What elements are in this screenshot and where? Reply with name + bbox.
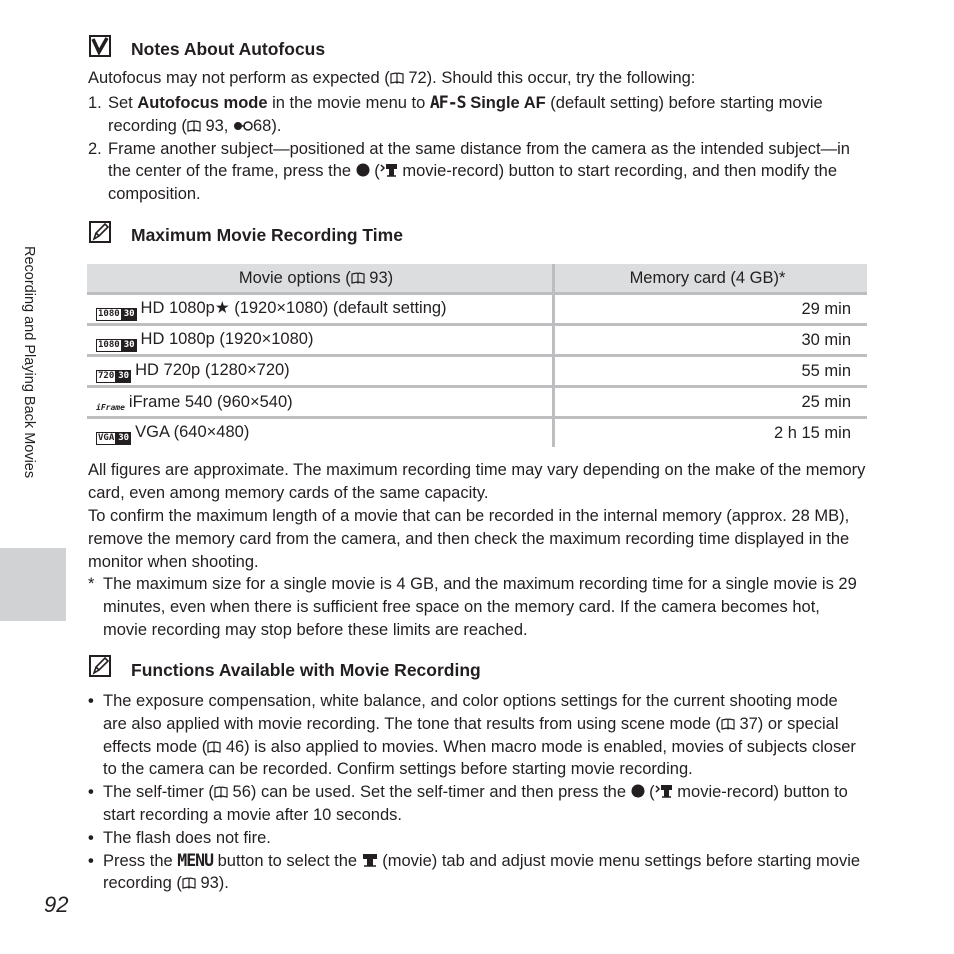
movie-1080p-icon: 1080 30 [98, 309, 135, 319]
page-number: 92 [44, 892, 69, 917]
max-time-title: Maximum Movie Recording Time [131, 225, 403, 245]
recording-time-value: 2 h 15 min [773, 423, 851, 442]
list-item: • The self-timer ( 56) can be used. Set the self-timer and then press the ( movie-record) button to start recording a movie after 10 seconds. [88, 783, 848, 824]
table-row [87, 326, 867, 357]
book-reference-icon [182, 877, 196, 889]
list-item: • The exposure compensation, white balance, and color options settings for the current shooting mode are also applied with movie recording. The tone that results from using scene mode ( 37) or special effects mode ( 46) is also applied to movies. When macro mode is enabled, movies of subjects closer to the camera can be recorded. Confirm settings before starting movie recording. [88, 692, 856, 779]
table-row [87, 295, 867, 326]
movie-tab-icon [362, 853, 378, 867]
book-reference-icon [187, 120, 201, 132]
notes-autofocus-title: Notes About Autofocus [131, 39, 326, 59]
book-reference-icon [390, 72, 404, 84]
footnote-text: The maximum size for a single movie is 4 GB, and the maximum recording time for a single movie is 29 minutes, even when there is sufficient free space on the memory card. If the camera becomes hot, movie recording may stop before these limits are reached. [103, 575, 857, 639]
movie-720p-icon: 720 30 [98, 371, 130, 381]
section-label: Recording and Playing Back Movies [21, 246, 37, 479]
recording-time-value: 29 min [555, 295, 867, 326]
list-item: • Press the MENU button to select the (movie) tab and adjust movie menu settings before starting movie recording ( 93). [88, 850, 861, 893]
functions-list [88, 690, 866, 895]
autofocus-step: 2. Frame another subject—positioned at the same distance from the camera as the intended subject—in the center of the frame, press the ( movie-record) button to start recording, and then modify the composition. [88, 139, 850, 204]
footnote-mark: * [88, 575, 95, 593]
approximate-note: All figures are approximate. The maximum recording time may vary depending on the make of the memory card, even among memory cards of the same capacity. [88, 461, 866, 502]
table-header-row [87, 264, 867, 295]
record-button-icon [631, 784, 645, 798]
note-pencil-icon [89, 221, 111, 243]
movie-1080p-icon: 1080 30 [98, 340, 135, 350]
note-pencil-icon [89, 655, 111, 677]
autofocus-step: 1. Set Autofocus mode in the movie menu to AF-S Single AF (default setting) before starting movie recording ( 93, 68). [88, 93, 823, 135]
autofocus-intro: Autofocus may not perform as expected ( 72). Should this occur, try the following: [88, 69, 696, 87]
movie-options-header: Movie options ( 93) [87, 264, 555, 295]
recording-time-value: 25 min [555, 388, 867, 419]
movie-option-label: HD 720p (1280×720) [135, 361, 290, 379]
internal-memory-note: To confirm the maximum length of a movie that can be recorded in the internal memory (approx. 28 MB), remove the memory card from the camera, and then check the maximum recording time displayed in the monitor when shooting. [88, 507, 850, 571]
book-reference-icon [214, 786, 228, 798]
menu-button-icon: MENU [177, 850, 214, 870]
table-row [87, 388, 867, 419]
movie-option-label: VGA (640×480) [135, 423, 250, 441]
reference-section-icon [233, 121, 253, 131]
record-button-icon [356, 163, 370, 177]
movie-record-icon [655, 784, 673, 798]
movie-option-label: HD 1080p (1920×1080) [140, 330, 314, 348]
list-item: • The flash does not fire. [88, 828, 271, 847]
movie-vga-icon: VGA 30 [98, 433, 130, 443]
functions-title: Functions Available with Movie Recording [131, 660, 481, 680]
autofocus-steps [88, 92, 866, 206]
section-tab [0, 548, 66, 621]
memory-card-header: Memory card (4 GB)* [555, 264, 867, 295]
caution-check-icon [89, 35, 111, 57]
table-row [87, 419, 867, 447]
af-s-icon: AF-S [429, 93, 466, 112]
book-reference-icon [721, 718, 735, 730]
recording-time-value: 55 min [555, 357, 867, 388]
recording-time-value: 30 min [555, 326, 867, 357]
table-row [87, 357, 867, 388]
movie-option-label: iFrame 540 (960×540) [128, 392, 293, 411]
book-reference-icon [351, 272, 365, 284]
movie-iframe-icon: iFrame [96, 402, 125, 412]
movie-option-label: HD 1080p★ (1920×1080) (default setting) [140, 299, 447, 317]
footnote [88, 573, 866, 641]
recording-time-table [87, 264, 867, 447]
book-reference-icon [207, 741, 221, 753]
movie-record-icon [380, 163, 398, 177]
